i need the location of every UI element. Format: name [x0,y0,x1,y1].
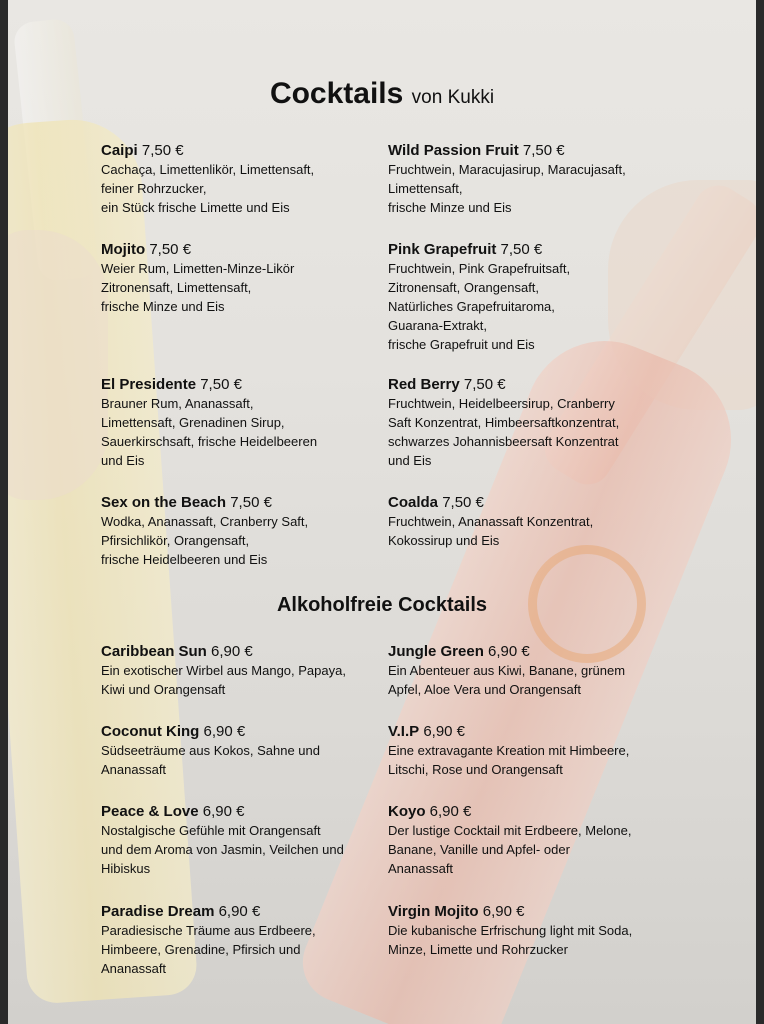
page-title [8,76,756,116]
item-name: Wild Passion Fruit [388,142,519,159]
item-description: Die kubanische Erfrischung light mit Soda, Minze, Limette und Rohrzucker [388,923,633,957]
item-name: Mojito [101,241,146,258]
item-name: Caipi [101,142,138,159]
item-price: 7,50 € [141,142,184,159]
item-description: Paradiesische Träume aus Erdbeere, Himbeere, Grenadine, Pfirsich und Ananassaft [101,923,316,976]
item-price: 6,90 € [423,723,466,740]
item-name: V.I.P [388,723,420,740]
alcohol-free-item [388,642,678,699]
item-price: 6,90 € [202,803,245,820]
alcohol-free-item [101,642,381,699]
item-description: Südseeträume aus Kokos, Sahne und Ananassaft [101,743,320,777]
item-name: Pink Grapefruit [388,241,497,258]
cocktail-item [388,493,678,550]
item-description: Weier Rum, Limetten-Minze-Likör Zitronensaft, Limettensaft, frische Minze und Eis [101,261,295,314]
item-price: 6,90 € [488,643,530,660]
alcohol-free-item [101,722,381,779]
title-suffix: von Kukki [411,87,495,108]
item-price: 6,90 € [429,803,472,820]
item-price: 6,90 € [211,643,253,660]
item-price: 7,50 € [463,376,506,393]
alcohol-free-item [388,722,678,779]
item-description: Cachaça, Limettenlikör, Limettensaft, feiner Rohrzucker, ein Stück frische Limette und Eis [101,162,315,215]
alcohol-free-item [101,902,381,978]
section-title-alcohol-free: Alkoholfreie Cocktails [276,594,488,616]
item-description: Fruchtwein, Maracujasirup, Maracujasaft, Limettensaft, frische Minze und Eis [388,162,626,215]
item-name: Caribbean Sun [101,643,207,660]
item-price: 6,90 € [482,903,525,920]
cocktail-item [388,141,678,217]
item-description: Fruchtwein, Heidelbeersirup, Cranberry Saft Konzentrat, Himbeersaftkonzentrat, schwarzes Johannisbeersaft Konzentrat und Eis [388,396,620,468]
alcohol-free-item [388,802,678,878]
item-price: 7,50 € [522,142,565,159]
menu-page [8,0,756,1024]
item-name: Red Berry [388,376,460,393]
item-description: Ein Abenteuer aus Kiwi, Banane, grünem Apfel, Aloe Vera und Orangensaft [388,663,626,697]
item-price: 7,50 € [230,494,272,511]
alcohol-free-item [101,802,381,878]
cocktail-item [388,375,678,470]
cocktail-item [101,375,381,470]
item-price: 7,50 € [500,241,543,258]
item-name: Peace & Love [101,803,199,820]
item-name: Virgin Mojito [388,903,479,920]
item-name: El Presidente [101,376,197,393]
item-description: Fruchtwein, Pink Grapefruitsaft, Zitronensaft, Orangensaft, Natürliches Grapefruitaroma, Guarana-Extrakt, frische Grapefruit und Eis [388,261,571,352]
item-price: 6,90 € [218,903,261,920]
item-name: Paradise Dream [101,903,215,920]
item-description: Fruchtwein, Ananassaft Konzentrat, Kokossirup und Eis [388,514,594,548]
cocktail-item [101,493,381,569]
title-main: Cocktails [269,77,404,110]
item-name: Sex on the Beach [101,494,227,511]
item-name: Coalda [388,494,439,511]
item-description: Eine extravagante Kreation mit Himbeere, Litschi, Rose und Orangensaft [388,743,630,777]
cocktail-item [101,141,381,217]
item-name: Koyo [388,803,426,820]
item-name: Coconut King [101,723,200,740]
item-price: 6,90 € [203,723,246,740]
alcohol-free-item [388,902,678,959]
item-description: Ein exotischer Wirbel aus Mango, Papaya, Kiwi und Orangensaft [101,663,346,697]
menu-content [8,0,756,1024]
item-description: Nostalgische Gefühle mit Orangensaft und dem Aroma von Jasmin, Veilchen und Hibiskus [101,823,344,876]
item-price: 7,50 € [200,376,242,393]
item-name: Jungle Green [388,643,484,660]
item-price: 7,50 € [149,241,192,258]
cocktail-item [101,240,381,316]
item-description: Der lustige Cocktail mit Erdbeere, Melone, Banane, Vanille und Apfel- oder Ananassaft [388,823,632,876]
item-price: 7,50 € [442,494,484,511]
item-description: Brauner Rum, Ananassaft, Limettensaft, Grenadinen Sirup, Sauerkirschsaft, frische Heidelbeeren und Eis [101,396,318,468]
cocktail-item [388,240,678,354]
item-description: Wodka, Ananassaft, Cranberry Saft, Pfirsichlikör, Orangensaft, frische Heidelbeeren und Eis [101,514,309,567]
